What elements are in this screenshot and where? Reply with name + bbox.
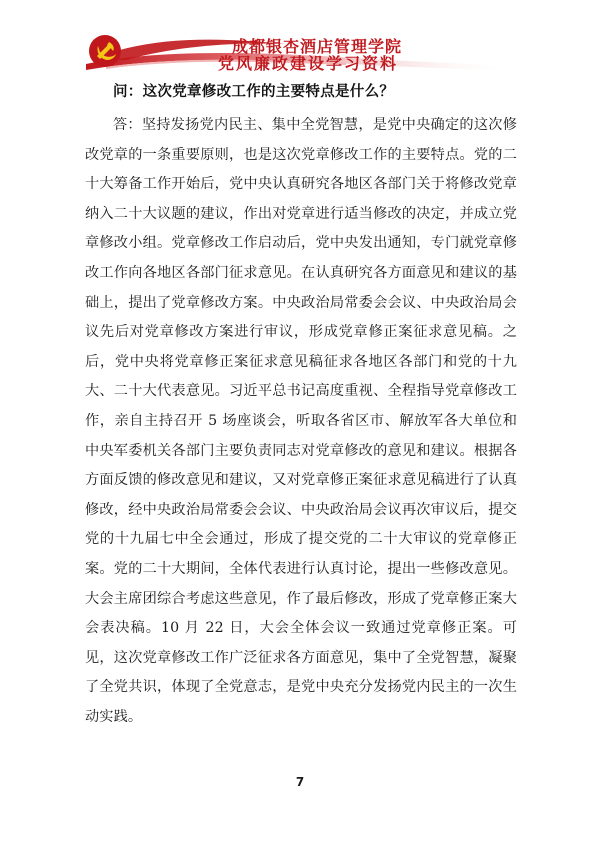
party-emblem-icon — [88, 34, 122, 68]
question-heading: 问：这次党章修改工作的主要特点是什么？ — [113, 84, 395, 100]
page-number: 7 — [295, 775, 305, 789]
institution-name: 成都银杏酒店管理学院 — [232, 37, 403, 56]
answer-paragraph: 答：坚持发扬党内民主、集中全党智慧，是党中央确定的这次修改党章的一条重要原则，也是这次党章修改工作的主要特点。党的二十大筹备工作开始后，党中央认真研究各地区各部门关于将修改党章纳入二十大议题的建议，作出对党章进行适当修改的决定，并成立党章修改小组。党章修改工作启动后，党中央发出通知，专门就党章修改工作向各地区各部门征求意见。在认真研究各方面意见和建议的基础上，提出了党章修改方案。中央政治局常委会会议、中央政治局会议先后对党章修改方案进行审议，形成党章修正案征求意见稿。之后，党中央将党章修正案征求意见稿征求各地区各部门和党的十九大、二十大代表意见。习近平总书记高度重视、全程指导党章修改工作，亲自主持召开 5 场座谈会，听取各省区市、解放军各大单位和中央军委机关各部门主要负责同志对党章修改的意见和建议。根据各方面反馈的修改意见和建议，又对党章修正案征求意见稿进行了认真修改，经中央政治局常委会会议、中央政治局会议再次审议后，提交党的十九届七中全会通过，形成了提交党的二十大审议的党章修正案。党的二十大期间，全体代表进行认真讨论，提出一些修改意见。大会主席团综合考虑这些意见，作了最后修改，形成了党章修正案大会表决稿。10 月 22 日，大会全体会议一致通过党章修正案。可见，这次党章修改工作广泛征求各方面意见，集中了全党智慧，凝聚了全党共识，体现了全党意志，是党中央充分发扬党内民主的一次生动实践。 — [85, 117, 517, 725]
page-header — [86, 30, 516, 74]
document-subtitle: 党风廉政建设学习资料 — [218, 54, 399, 73]
